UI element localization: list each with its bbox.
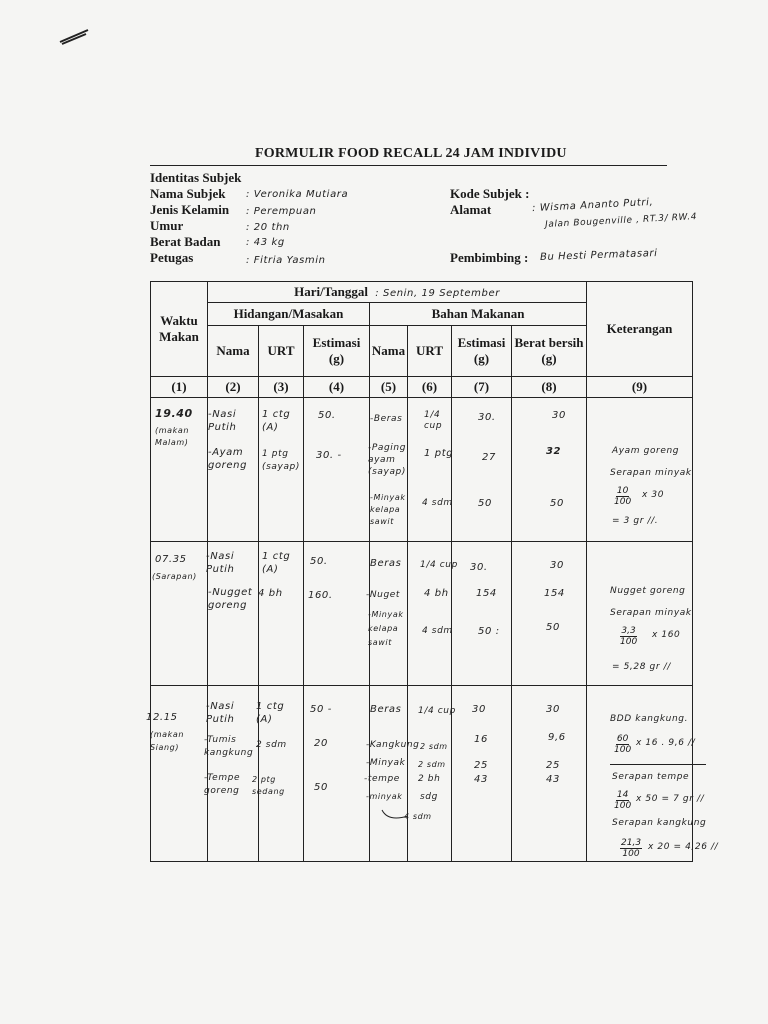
pembimbing-value: Bu Hesti Permatasari	[539, 247, 658, 264]
berat-badan-label: Berat Badan	[150, 234, 221, 249]
umur-label: Umur	[150, 218, 184, 233]
r2-ket-result: = 5,28 gr //	[612, 662, 671, 672]
alamat-value-line1: : Wisma Ananto Putri,	[531, 196, 654, 215]
r2-b3-urt: 4 sdm	[422, 626, 453, 636]
r3-ket-2: Serapan tempe	[612, 772, 690, 782]
r2-ket-mul: x 160	[652, 630, 681, 640]
r2-b1-name: Beras	[370, 558, 402, 569]
r2-b3-berat: 50	[546, 622, 560, 633]
col-num-6: (6)	[408, 377, 452, 398]
r1-b2-name: -Paging ayam (sayap)	[368, 443, 407, 477]
r1-ket-2: Serapan minyak	[610, 468, 692, 478]
r3-b2-name: -Kangkung	[366, 740, 420, 750]
nama-subjek-label: Nama Subjek	[150, 186, 226, 201]
r2-h2-name: -Nugget goreng	[208, 587, 253, 611]
alamat-value-line2: Jalan Bougenville , RT.3/ RW.4	[544, 212, 698, 230]
r1-b3-urt: 4 sdm	[422, 498, 453, 508]
hari-tanggal-label: Hari/Tanggal	[294, 284, 369, 299]
col-num-9: (9)	[587, 377, 693, 398]
r3-b4-berat: 43	[546, 774, 560, 785]
r3-ket-f1-rest: x 16 . 9,6 //	[636, 738, 696, 748]
r3-b3-berat: 25	[546, 760, 560, 771]
jenis-kelamin-value: : Perempuan	[246, 206, 317, 217]
r2-b1-est: 30.	[470, 562, 488, 573]
r2-h1-urt: 1 ctg (A)	[262, 551, 291, 575]
r3-b6-urt: 4 sdm	[404, 812, 432, 821]
r3-ket-f3-num: 21,3	[621, 838, 642, 848]
r2-ket-frac-num: 3,3	[621, 626, 636, 636]
r2-b2-berat: 154	[544, 588, 565, 599]
r1-b2-est: 27	[482, 452, 496, 463]
r3-h1-name: -Nasi Putih	[206, 701, 235, 725]
r2-time-note: (Sarapan)	[152, 572, 197, 581]
r1-b1-berat: 30	[552, 410, 566, 421]
table-row-sarapan	[151, 542, 693, 686]
form-title: FORMULIR FOOD RECALL 24 JAM INDIVIDU	[255, 146, 567, 161]
pembimbing-label: Pembimbing :	[450, 250, 529, 265]
r3-b3-urt: 2 sdm	[418, 760, 446, 769]
r1-ket-result: = 3 gr //.	[612, 516, 659, 526]
hari-tanggal-value: : Senin, 19 September	[375, 288, 500, 299]
r2-b2-est: 154	[476, 588, 497, 599]
title-divider	[150, 165, 667, 166]
r3-h3-est: 50	[314, 782, 328, 793]
r1-ket-frac-num: 10	[616, 486, 629, 496]
hari-tanggal-header	[208, 282, 587, 303]
col-berat-bersih: Berat bersih (g)	[512, 326, 587, 377]
col-num-3: (3)	[259, 377, 304, 398]
waktu-makan-header: Waktu Makan	[151, 282, 208, 377]
col-num-1: (1)	[151, 377, 208, 398]
r3-h2-est: 20	[314, 738, 328, 749]
bahan-makanan-header: Bahan Makanan	[370, 303, 587, 326]
col-num-5: (5)	[370, 377, 408, 398]
jenis-kelamin-label: Jenis Kelamin	[150, 202, 230, 217]
r1-b2-berat: 32	[546, 446, 562, 457]
r2-time: 07.35	[155, 554, 187, 565]
r3-b2-est: 16	[474, 734, 488, 745]
kode-subjek-label: Kode Subjek :	[450, 186, 530, 201]
r3-h2-name: -Tumis kangkung	[204, 735, 254, 758]
r3-ket-f3-den: 100	[622, 849, 640, 859]
r1-ket-1: Ayam goreng	[612, 446, 680, 456]
r2-b3-name: -Minyak kelapa sawit	[368, 610, 404, 647]
r3-b4-urt: 2 bh	[418, 774, 441, 784]
col-estimasi-hidangan: Estimasi (g)	[304, 326, 370, 377]
r2-ket-1: Nugget goreng	[610, 586, 686, 596]
table-row-malam	[151, 398, 693, 542]
r3-b1-urt: 1/4 cup	[418, 706, 456, 716]
r3-b4-name: -tempe	[364, 774, 400, 784]
r3-b1-est: 30	[472, 704, 486, 715]
r3-h2-urt: 2 sdm	[256, 740, 287, 750]
r3-ket-f2-den: 100	[614, 801, 632, 811]
alamat-label: Alamat	[450, 202, 492, 217]
r3-b2-berat: 9,6	[548, 732, 566, 743]
col-nama-hidangan: Nama	[208, 326, 259, 377]
r3-b1-berat: 30	[546, 704, 560, 715]
r2-h1-est: 50.	[310, 556, 328, 567]
r2-b1-urt: 1/4 cup	[420, 560, 458, 570]
r3-ket-f2-rest: x 50 = 7 gr //	[636, 794, 705, 804]
r1-h1-est: 50.	[318, 410, 336, 421]
r2-b2-urt: 4 bh	[424, 588, 449, 599]
col-urt-hidangan: URT	[259, 326, 304, 377]
r3-time: 12.15	[146, 712, 178, 723]
r1-h2-est: 30. -	[316, 450, 342, 461]
r3-h1-est: 50 -	[310, 704, 332, 715]
col-urt-bahan: URT	[408, 326, 452, 377]
r3-b4-est: 43	[474, 774, 488, 785]
berat-badan-value: : 43 kg	[246, 237, 285, 248]
r3-ket-f2-num: 14	[616, 790, 629, 800]
r1-h1-name: -Nasi Putih	[208, 409, 237, 433]
r3-b5-urt: sdg	[420, 792, 438, 802]
r3-h3-urt: 2 ptg sedang	[252, 775, 285, 796]
r1-h2-urt: 1 ptg (sayap)	[262, 449, 300, 472]
keterangan-header: Keterangan	[587, 282, 693, 377]
r2-ket-2: Serapan minyak	[610, 608, 692, 618]
petugas-value: : Fitria Yasmin	[246, 255, 326, 266]
r3-ket-1: BDD kangkung.	[610, 714, 689, 724]
table-row-siang	[151, 686, 693, 862]
r2-b3-est: 50 :	[478, 626, 500, 637]
r1-b1-est: 30.	[478, 412, 496, 423]
umur-value: : 20 thn	[246, 222, 290, 233]
r2-h2-est: 160.	[308, 590, 333, 601]
r3-ket-f1-num: 60	[616, 734, 629, 744]
r3-b3-est: 25	[474, 760, 488, 771]
pen-scribble-mark	[58, 26, 90, 46]
r3-h3-name: -Tempe goreng	[204, 773, 241, 796]
r3-ket-f1-den: 100	[614, 745, 632, 755]
col-num-8: (8)	[512, 377, 587, 398]
r2-h1-name: -Nasi Putih	[206, 551, 235, 575]
col-num-4: (4)	[304, 377, 370, 398]
r1-time-note: (makan Malam)	[155, 426, 190, 447]
r3-b1-name: Beras	[370, 704, 402, 715]
r3-b5-name: -minyak	[366, 792, 403, 801]
col-estimasi-bahan: Estimasi (g)	[452, 326, 512, 377]
r1-ket-frac-den: 100	[614, 497, 632, 507]
nama-subjek-value: : Veronika Mutiara	[246, 189, 349, 200]
col-num-7: (7)	[452, 377, 512, 398]
r1-h1-urt: 1 ctg (A)	[262, 409, 291, 433]
col-nama-bahan: Nama	[370, 326, 408, 377]
r2-b2-name: -Nuget	[366, 590, 401, 600]
col-num-2: (2)	[208, 377, 259, 398]
r3-b2-urt: 2 sdm	[420, 742, 448, 751]
r2-ket-frac-den: 100	[620, 637, 638, 647]
hidangan-masakan-header: Hidangan/Masakan	[208, 303, 370, 326]
r1-b3-name: -Minyak kelapa sawit	[370, 493, 406, 526]
r1-ket-mul: x 30	[642, 490, 665, 500]
r1-time: 19.40	[155, 407, 193, 420]
r1-b1-urt: 1/4 cup	[424, 410, 443, 431]
food-recall-table	[150, 281, 696, 862]
r3-ket-f3-rest: x 20 = 4,26 //	[648, 842, 719, 852]
r3-b3-name: -Minyak	[366, 758, 406, 768]
r3-ket-3: Serapan kangkung	[612, 818, 707, 828]
r2-h2-urt: 4 bh	[258, 588, 283, 599]
r1-h2-name: -Ayam goreng	[208, 447, 248, 471]
r3-time-note: (makan Siang)	[150, 730, 185, 752]
r1-b2-urt: 1 ptg	[424, 448, 454, 459]
petugas-label: Petugas	[150, 250, 194, 265]
r1-b3-est: 50	[478, 498, 492, 509]
r3-h1-urt: 1 ctg (A)	[256, 701, 285, 725]
identity-heading: Identitas Subjek	[150, 170, 242, 185]
r1-b1-name: -Beras	[370, 414, 403, 424]
r2-b1-berat: 30	[550, 560, 564, 571]
r1-b3-berat: 50	[550, 498, 564, 509]
